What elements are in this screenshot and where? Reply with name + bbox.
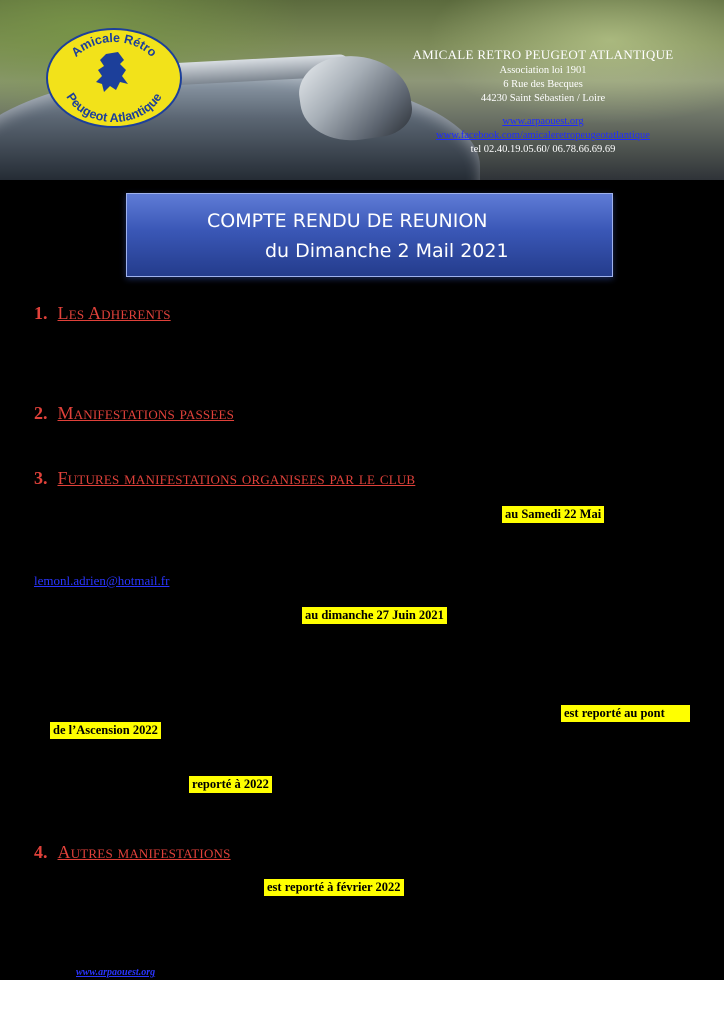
section-heading-autres-manifestations: 4. Autres manifestations bbox=[34, 842, 231, 862]
header-banner bbox=[0, 0, 724, 180]
section-heading-adherents: 1. Les Adherents bbox=[34, 303, 171, 323]
highlight-reporte-pont: est reporté au pont bbox=[561, 705, 690, 722]
report-date: du Dimanche 2 Mail 2021 bbox=[265, 240, 509, 262]
phone-number: tel 02.40.19.05.60/ 06.78.66.69.69 bbox=[470, 144, 616, 155]
highlight-samedi-22-mai: au Samedi 22 Mai bbox=[502, 506, 604, 523]
svg-text:Peugeot Atlantique: Peugeot Atlantique bbox=[63, 90, 165, 126]
highlight-dimanche-27-juin: au dimanche 27 Juin 2021 bbox=[302, 607, 447, 624]
facebook-link[interactable]: www.facebook.com/amicaleretropeugeotatlantique bbox=[436, 130, 650, 141]
highlight-ascension-2022: de l’Ascension 2022 bbox=[50, 722, 161, 739]
association-type: Association loi 1901 bbox=[499, 65, 587, 76]
website-link[interactable]: www.arpaouest.org bbox=[502, 116, 584, 127]
report-title-box bbox=[126, 193, 613, 277]
association-info bbox=[380, 48, 706, 157]
club-logo bbox=[46, 28, 182, 128]
highlight-reporte-2022: reporté à 2022 bbox=[189, 776, 272, 793]
association-name: AMICALE RETRO PEUGEOT ATLANTIQUE bbox=[412, 47, 674, 62]
address-street: 6 Rue des Becques bbox=[503, 79, 583, 90]
section-heading-futures-manifestations: 3. Futures manifestations organisees par le club bbox=[34, 468, 416, 488]
highlight-fevrier-2022: est reporté à février 2022 bbox=[264, 879, 404, 896]
footer-website-link[interactable]: www.arpaouest.org bbox=[76, 967, 156, 978]
email-link[interactable]: lemonl.adrien@hotmail.fr bbox=[34, 573, 170, 588]
report-title: COMPTE RENDU DE REUNION bbox=[207, 210, 488, 232]
lion-icon bbox=[96, 52, 128, 92]
address-city: 44230 Saint Sébastien / Loire bbox=[480, 93, 606, 104]
section-heading-manifestations-passees: 2. Manifestations passees bbox=[34, 403, 235, 423]
svg-text:Amicale Rétro: Amicale Rétro bbox=[68, 30, 160, 60]
